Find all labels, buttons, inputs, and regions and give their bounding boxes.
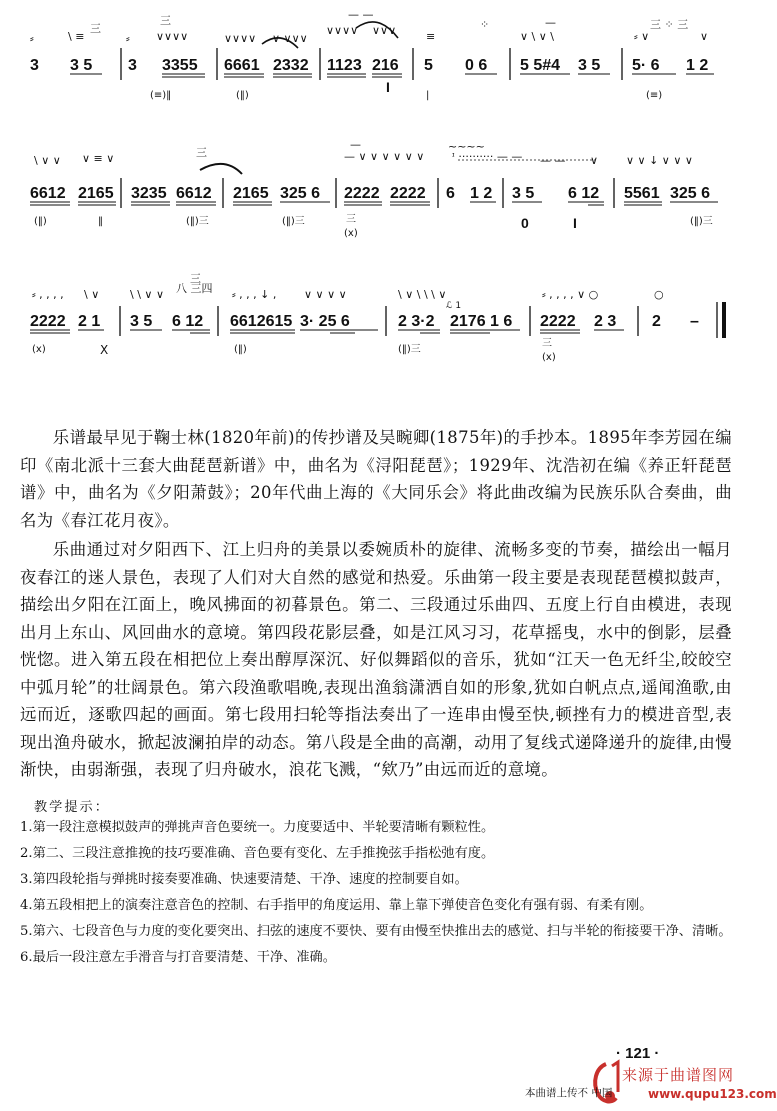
footer-note: 本曲谱上传不 中国 [525, 1087, 613, 1099]
score-r2-m3-g2: 325 6 [280, 185, 321, 202]
score-row-3-svg [0, 272, 750, 382]
score-r2-mark-4: (‖)三 [282, 216, 305, 227]
watermark-url: www.qupu123.com [648, 1087, 777, 1101]
score-r1-m3-g2: 2332 [273, 57, 309, 74]
score-r2-m5-g2: 1 2 [470, 185, 493, 202]
score-r1-m1-g1: 3 [30, 57, 39, 74]
score-r1-m4-g1: 1123 [327, 57, 362, 74]
svg-text:三: 三 [160, 14, 171, 27]
score-r3-m1-g2: 2 1 [78, 313, 101, 330]
score-r3-m5-g2: 2 3 [594, 313, 617, 330]
watermark-text: 来源于曲谱图网 [622, 1066, 735, 1084]
score-r2-mark-7: 0 [521, 215, 529, 231]
score-r2-mark-9: (‖)三 [690, 216, 713, 227]
paragraph-history: 乐谱最早见于鞠士林(1820年前)的传抄谱及吴畹卿(1875年)的手抄本。1895年李芳园在编印《南北派十三套大曲琵琶新谱》中，曲名为《浔阳琵琶》；1929年、沈浩初在编《养正轩琵琶谱》中，曲名为《夕阳萧鼓》；20年代曲上海的《大同乐会》将此曲改编为民族乐队合奏曲，曲名为《春江花月夜》。 [20, 428, 732, 530]
svg-text:ℒ 1: ℒ 1 [446, 301, 462, 311]
svg-text:⸗: ⸗ [126, 32, 130, 45]
svg-text:\ ∨ ∨: \ ∨ ∨ [34, 154, 61, 167]
svg-text:⁘: ⁘ [480, 18, 490, 31]
score-r3-mark-1: (x) [32, 344, 46, 355]
score-r3-m3-g2: 3· 25 6 [300, 313, 350, 330]
score-r2-m1-g1: 6612 [30, 185, 66, 202]
svg-text:⸗: ⸗ [30, 32, 34, 45]
svg-text:∨∨∨: ∨∨∨ [372, 24, 397, 37]
score-r1-mark-2: (‖) [236, 90, 249, 101]
tip-item: 6.最后一段注意左手滑音与打音要清楚、干净、准确。 [20, 950, 336, 965]
teaching-tips-heading: 教学提示： [34, 800, 110, 815]
tip-item: 1.第一段注意模拟鼓声的弹挑声音色要统一。力度要适中、半轮要清晰有颗粒性。 [20, 820, 495, 835]
tip-item: 5.第六、七段音色与力度的变化要突出、扫弦的速度不要快、要有由慢至快推出去的感觉、扫与半轮的衔接要干净、清晰。 [20, 924, 732, 939]
svg-text:八 三四: 八 三四 [176, 282, 213, 295]
svg-text:⸗ , , , , ∨ ○: ⸗ , , , , ∨ ○ [542, 288, 599, 301]
svg-text:— —: — — [540, 154, 566, 167]
svg-text:∨ \ ∨ \: ∨ \ ∨ \ [520, 30, 555, 43]
svg-text:⸗ , , , ↓ ,: ⸗ , , , ↓ , [232, 288, 277, 301]
score-r3-mark-4: (‖)三 [398, 344, 421, 355]
score-r2-mark-5: 三 [346, 214, 356, 225]
svg-text:∨∨∨∨: ∨∨∨∨ [224, 32, 257, 45]
score-r1-m6-g2: 3 5 [578, 57, 601, 74]
score-r1-m2-g1: 3 [128, 57, 137, 74]
svg-text:~~~~: ~~~~ [448, 140, 485, 153]
svg-text:—: — [350, 138, 361, 151]
teaching-tips [20, 796, 735, 971]
score-r3-m4-g2: 2176 1 6 [450, 313, 513, 330]
score-r1-mark-3: I [386, 79, 390, 95]
score-r1-m1-g2: 3 5 [70, 57, 93, 74]
score-r1-mark-1: (≡)‖ [150, 90, 172, 101]
svg-text:∨ ≡ ∨: ∨ ≡ ∨ [82, 152, 115, 165]
score-r2-m2-g1: 3235 [131, 185, 167, 202]
svg-text:— ∨ ∨ ∨ ∨ ∨ ∨: — ∨ ∨ ∨ ∨ ∨ ∨ [344, 150, 425, 163]
score-r1-m5-g1: 5 [424, 57, 433, 74]
svg-text:\ ∨ \ \ \ ∨: \ ∨ \ \ \ ∨ [398, 288, 447, 301]
score-r3-mark-2: X [100, 343, 109, 357]
svg-text:∨: ∨ [700, 30, 709, 43]
score-r1-m2-g2: 3355 [162, 57, 198, 74]
page-number: · 121 · [616, 1045, 660, 1062]
svg-text:\ ≡: \ ≡ [68, 30, 85, 43]
svg-text:\ \ ∨ ∨: \ \ ∨ ∨ [130, 288, 165, 301]
svg-text:∨: ∨ [590, 154, 599, 167]
score-r3-mark-5: 三 [542, 338, 552, 349]
tip-item: 2.第二、三段注意推挽的技巧要准确、音色要有变化、左手推挽弦手指松弛有度。 [20, 846, 495, 861]
svg-text:—: — [545, 16, 556, 29]
score-r1-m7-g2: 1 2 [686, 57, 709, 74]
score-row-2 [0, 140, 750, 250]
score-r3-mark-6: (x) [542, 352, 556, 363]
svg-text:ᶦ ·········· — —: ᶦ ·········· — — [452, 150, 523, 163]
score-r3-m6-g2: – [690, 313, 699, 330]
score-r1-m6-g1: 5 5#4 [520, 57, 561, 74]
score-row-1-svg [0, 0, 750, 110]
score-r1-m4-g2: 216 [372, 57, 399, 74]
svg-text:— —: — — [348, 8, 374, 21]
score-r3-m2-g2: 6 12 [172, 313, 204, 330]
score-r2-mark-1: (‖) [34, 216, 47, 227]
score-r2-mark-3: (‖)三 [186, 216, 209, 227]
score-r2-m7-g2: 325 6 [670, 185, 711, 202]
svg-text:⸗ ∨: ⸗ ∨ [634, 30, 650, 43]
score-r2-m1-g2: 2165 [78, 185, 114, 202]
score-r2-m5-g1: 6 [446, 185, 455, 202]
svg-text:|: | [426, 90, 430, 101]
score-r2-m3-g1: 2165 [233, 185, 269, 202]
svg-text:≡: ≡ [426, 30, 436, 43]
svg-text:三: 三 [90, 22, 101, 35]
score-r2-m6-g1: 3 5 [512, 185, 535, 202]
score-r3-m2-g1: 3 5 [130, 313, 153, 330]
score-r1-m5-g2: 0 6 [465, 57, 488, 74]
score-r3-m3-g1: 6612615 [230, 313, 293, 330]
score-r1-m3-g1: 6661 [224, 57, 260, 74]
svg-text:∨∨∨∨: ∨∨∨∨ [326, 24, 359, 37]
score-r3-m5-g1: 2222 [540, 313, 576, 330]
score-r3-m4-g1: 2 3·2 [398, 313, 435, 330]
score-r3-mark-3: (‖) [234, 344, 247, 355]
score-row-2-svg [0, 140, 750, 250]
score-r2-m4-g1: 2222 [344, 185, 380, 202]
svg-text:三: 三 [190, 272, 201, 285]
score-r2-mark-8: I [573, 215, 577, 231]
score-r2-m4-g2: 2222 [390, 185, 426, 202]
svg-text:三: 三 [196, 146, 207, 159]
svg-text:∨ ∨ ↓ ∨ ∨ ∨: ∨ ∨ ↓ ∨ ∨ ∨ [626, 154, 693, 167]
score-r2-m7-g1: 5561 [624, 185, 660, 202]
score-row-1 [0, 0, 750, 110]
svg-text:○: ○ [654, 288, 664, 301]
svg-text:⸗ , , , ,: ⸗ , , , , [32, 288, 64, 301]
score-r1-mark-4: (≡) [646, 90, 663, 101]
svg-text:∨ ∨ ∨ ∨: ∨ ∨ ∨ ∨ [304, 288, 347, 301]
svg-text:∨∨∨∨: ∨∨∨∨ [156, 30, 189, 43]
svg-text:∨ ∨∨∨: ∨ ∨∨∨ [272, 32, 308, 45]
score-r2-mark-6: (x) [344, 228, 358, 239]
tip-item: 4.第五段相把上的演奏注意音色的控制、右手指甲的角度运用、靠上靠下弹使音色变化有强有弱、有柔有刚。 [20, 898, 653, 913]
score-r3-m1-g1: 2222 [30, 313, 66, 330]
score-r2-m6-g2: 6 12 [568, 185, 600, 202]
score-r3-m6-g1: 2 [652, 313, 661, 330]
score-r1-m7-g1: 5· 6 [632, 57, 660, 74]
score-r2-m2-g2: 6612 [176, 185, 212, 202]
score-row-3 [0, 272, 750, 382]
svg-text:三 ⁘ 三: 三 ⁘ 三 [650, 18, 689, 31]
tip-item: 3.第四段轮指与弹挑时接奏要准确、快速要清楚、干净、速度的控制要自如。 [20, 872, 468, 887]
svg-text:\ ∨: \ ∨ [84, 288, 100, 301]
paragraph-description: 乐曲通过对夕阳西下、江上归舟的美景以委婉质朴的旋律、流畅多变的节奏，描绘出一幅月夜春江的迷人景色，表现了人们对大自然的感觉和热爱。乐曲第一段主要是表现琵琶模拟鼓声，描绘出夕阳在江面上，晚风拂面的初暮景色。第二、三段通过乐曲四、五度上行自由模进，表现出月上东山、风回曲水的意境。第四段花影层叠，如是江风习习，花草摇曳，水中的倒影，层叠恍惚。进入第五段在相把位上奏出醇厚深沉、好似舞蹈似的音乐，犹如“江天一色无纤尘,皎皎空中弧月轮”的壮阔景色。第六段渔歌唱晚,表现出渔翁潇洒自如的形象,犹如白帆点点,遥闻渔歌,由远而近，逐歌四起的画面。第七段用扫轮等指法奏出了一连串由慢至快,顿挫有力的模进音型,表现出渔舟破水，掀起波澜拍岸的动态。第八段是全曲的高潮，动用了复线式递降递升的旋律,由慢渐快，由弱渐强，表现了归舟破水，浪花飞溅，“欸乃”由远而近的意境。 [20, 540, 732, 779]
score-r2-mark-2: ‖ [98, 216, 103, 227]
